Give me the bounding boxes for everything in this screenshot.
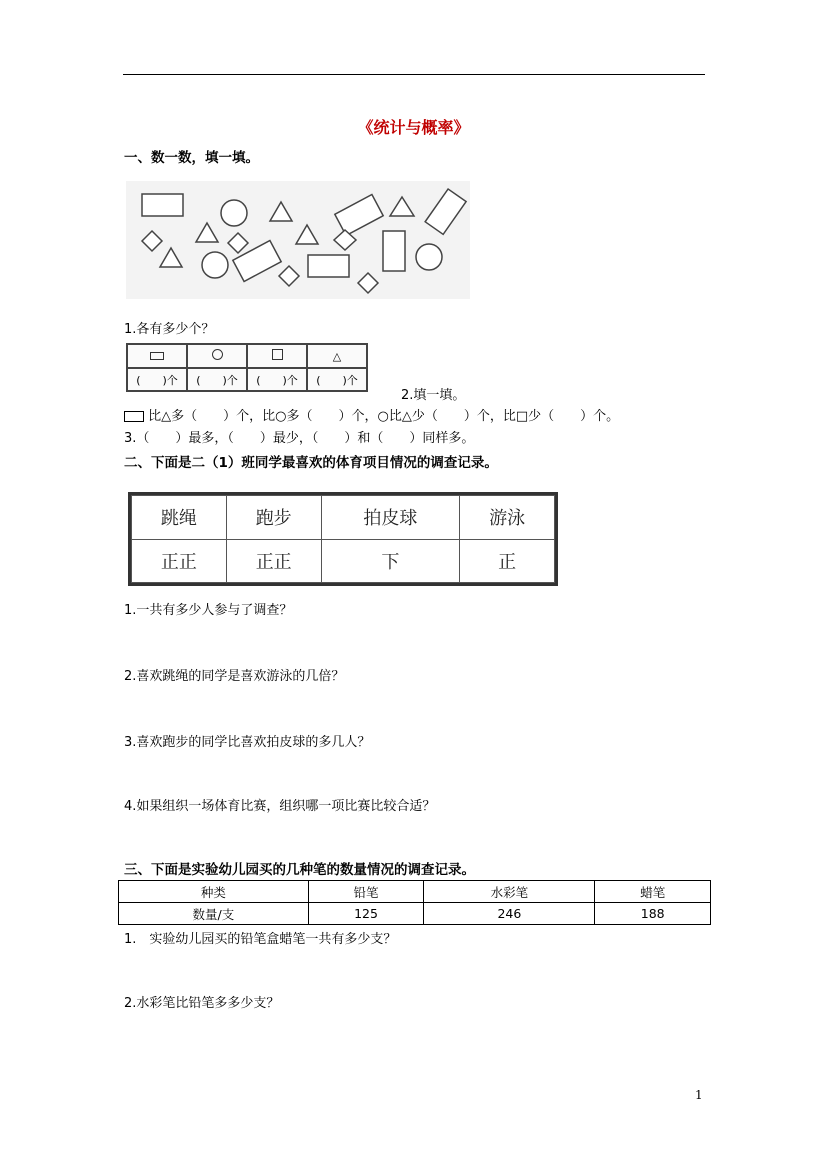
- s1-question-1: 1.各有多少个？: [124, 322, 215, 337]
- triangle-shape: [160, 248, 182, 267]
- s1-question-3: 3.（ ）最多，（ ）最少，（ ）和（ ）同样多。: [124, 431, 475, 446]
- table-header-cell: 铅笔: [308, 881, 424, 903]
- sport-name: 拍皮球: [321, 496, 460, 540]
- s1-question-2: 2.填一填。: [401, 388, 466, 403]
- table-header-cell: 水彩笔: [424, 881, 595, 903]
- circle-icon: [187, 344, 247, 368]
- square-icon: [247, 344, 307, 368]
- table-header-cell: 种类: [119, 881, 309, 903]
- rectangle-shape: [383, 231, 405, 271]
- triangle-shape: [390, 197, 414, 216]
- triangle-icon: △: [307, 344, 367, 368]
- s1-question-2-line: [124, 405, 619, 424]
- rectangle-shape: [142, 194, 183, 216]
- s3-question-1: 1. 实验幼儿园买的铅笔盒蜡笔一共有多少支？: [124, 932, 397, 947]
- s2-question-1: 1.一共有多少人参与了调查？: [124, 603, 293, 618]
- s2-question-4: 4.如果组织一场体育比赛，组织哪一项比赛比较合适？: [124, 799, 436, 814]
- tally-mark: 正正: [226, 539, 321, 583]
- table-cell: 188: [595, 903, 711, 925]
- s2-question-3: 3.喜欢跑步的同学比喜欢拍皮球的多几人？: [124, 735, 371, 750]
- circle-shape: [221, 200, 247, 226]
- tally-mark: 下: [321, 539, 460, 583]
- s2-question-2: 2.喜欢跳绳的同学是喜欢游泳的几倍？: [124, 669, 345, 684]
- shape-count-table: [126, 343, 368, 392]
- diamond-shape: [142, 231, 162, 251]
- table-header-cell: 蜡笔: [595, 881, 711, 903]
- rectangle-shape: [425, 189, 466, 234]
- triangle-shape: [270, 202, 292, 221]
- rectangle-shape: [308, 255, 349, 277]
- count-cell: ( )个: [247, 368, 307, 391]
- section3-heading: 三、下面是实验幼儿园买的几种笔的数量情况的调查记录。: [124, 862, 475, 878]
- sport-name: 游泳: [460, 496, 555, 540]
- count-cell: ( )个: [307, 368, 367, 391]
- rectangle-icon: [127, 344, 187, 368]
- tally-mark: 正: [460, 539, 555, 583]
- diamond-shape: [358, 273, 378, 293]
- sports-tally-table: [128, 492, 558, 586]
- section1-heading: 一、数一数，填一填。: [124, 150, 259, 166]
- circle-shape: [416, 244, 442, 270]
- tally-mark: 正正: [132, 539, 227, 583]
- header-rule: [123, 74, 705, 75]
- table-cell: 数量/支: [119, 903, 309, 925]
- count-cell: ( )个: [187, 368, 247, 391]
- triangle-shape: [296, 225, 318, 244]
- sport-name: 跳绳: [132, 496, 227, 540]
- rectangle-icon: [124, 411, 144, 422]
- circle-shape: [202, 252, 228, 278]
- diamond-shape: [228, 233, 248, 253]
- diamond-shape: [279, 266, 299, 286]
- sport-name: 跑步: [226, 496, 321, 540]
- rectangle-shape: [335, 195, 383, 236]
- count-cell: ( )个: [127, 368, 187, 391]
- shapes-figure: [126, 181, 470, 299]
- s3-question-2: 2.水彩笔比铅笔多多少支？: [124, 996, 280, 1011]
- page-number: 1: [695, 1088, 703, 1102]
- section2-heading: 二、下面是二（1）班同学最喜欢的体育项目情况的调查记录。: [124, 455, 498, 471]
- pens-table: [118, 880, 711, 925]
- shapes-illustration: [126, 181, 470, 299]
- table-cell: 125: [308, 903, 424, 925]
- page-title: 《统计与概率》: [357, 118, 470, 137]
- table-cell: 246: [424, 903, 595, 925]
- s1-question-2-text: 比△多（ ）个，比○多（ ）个，○比△少（ ）个，比□少（ ）个。: [148, 409, 620, 424]
- diamond-shape: [334, 230, 356, 250]
- triangle-shape: [196, 223, 218, 242]
